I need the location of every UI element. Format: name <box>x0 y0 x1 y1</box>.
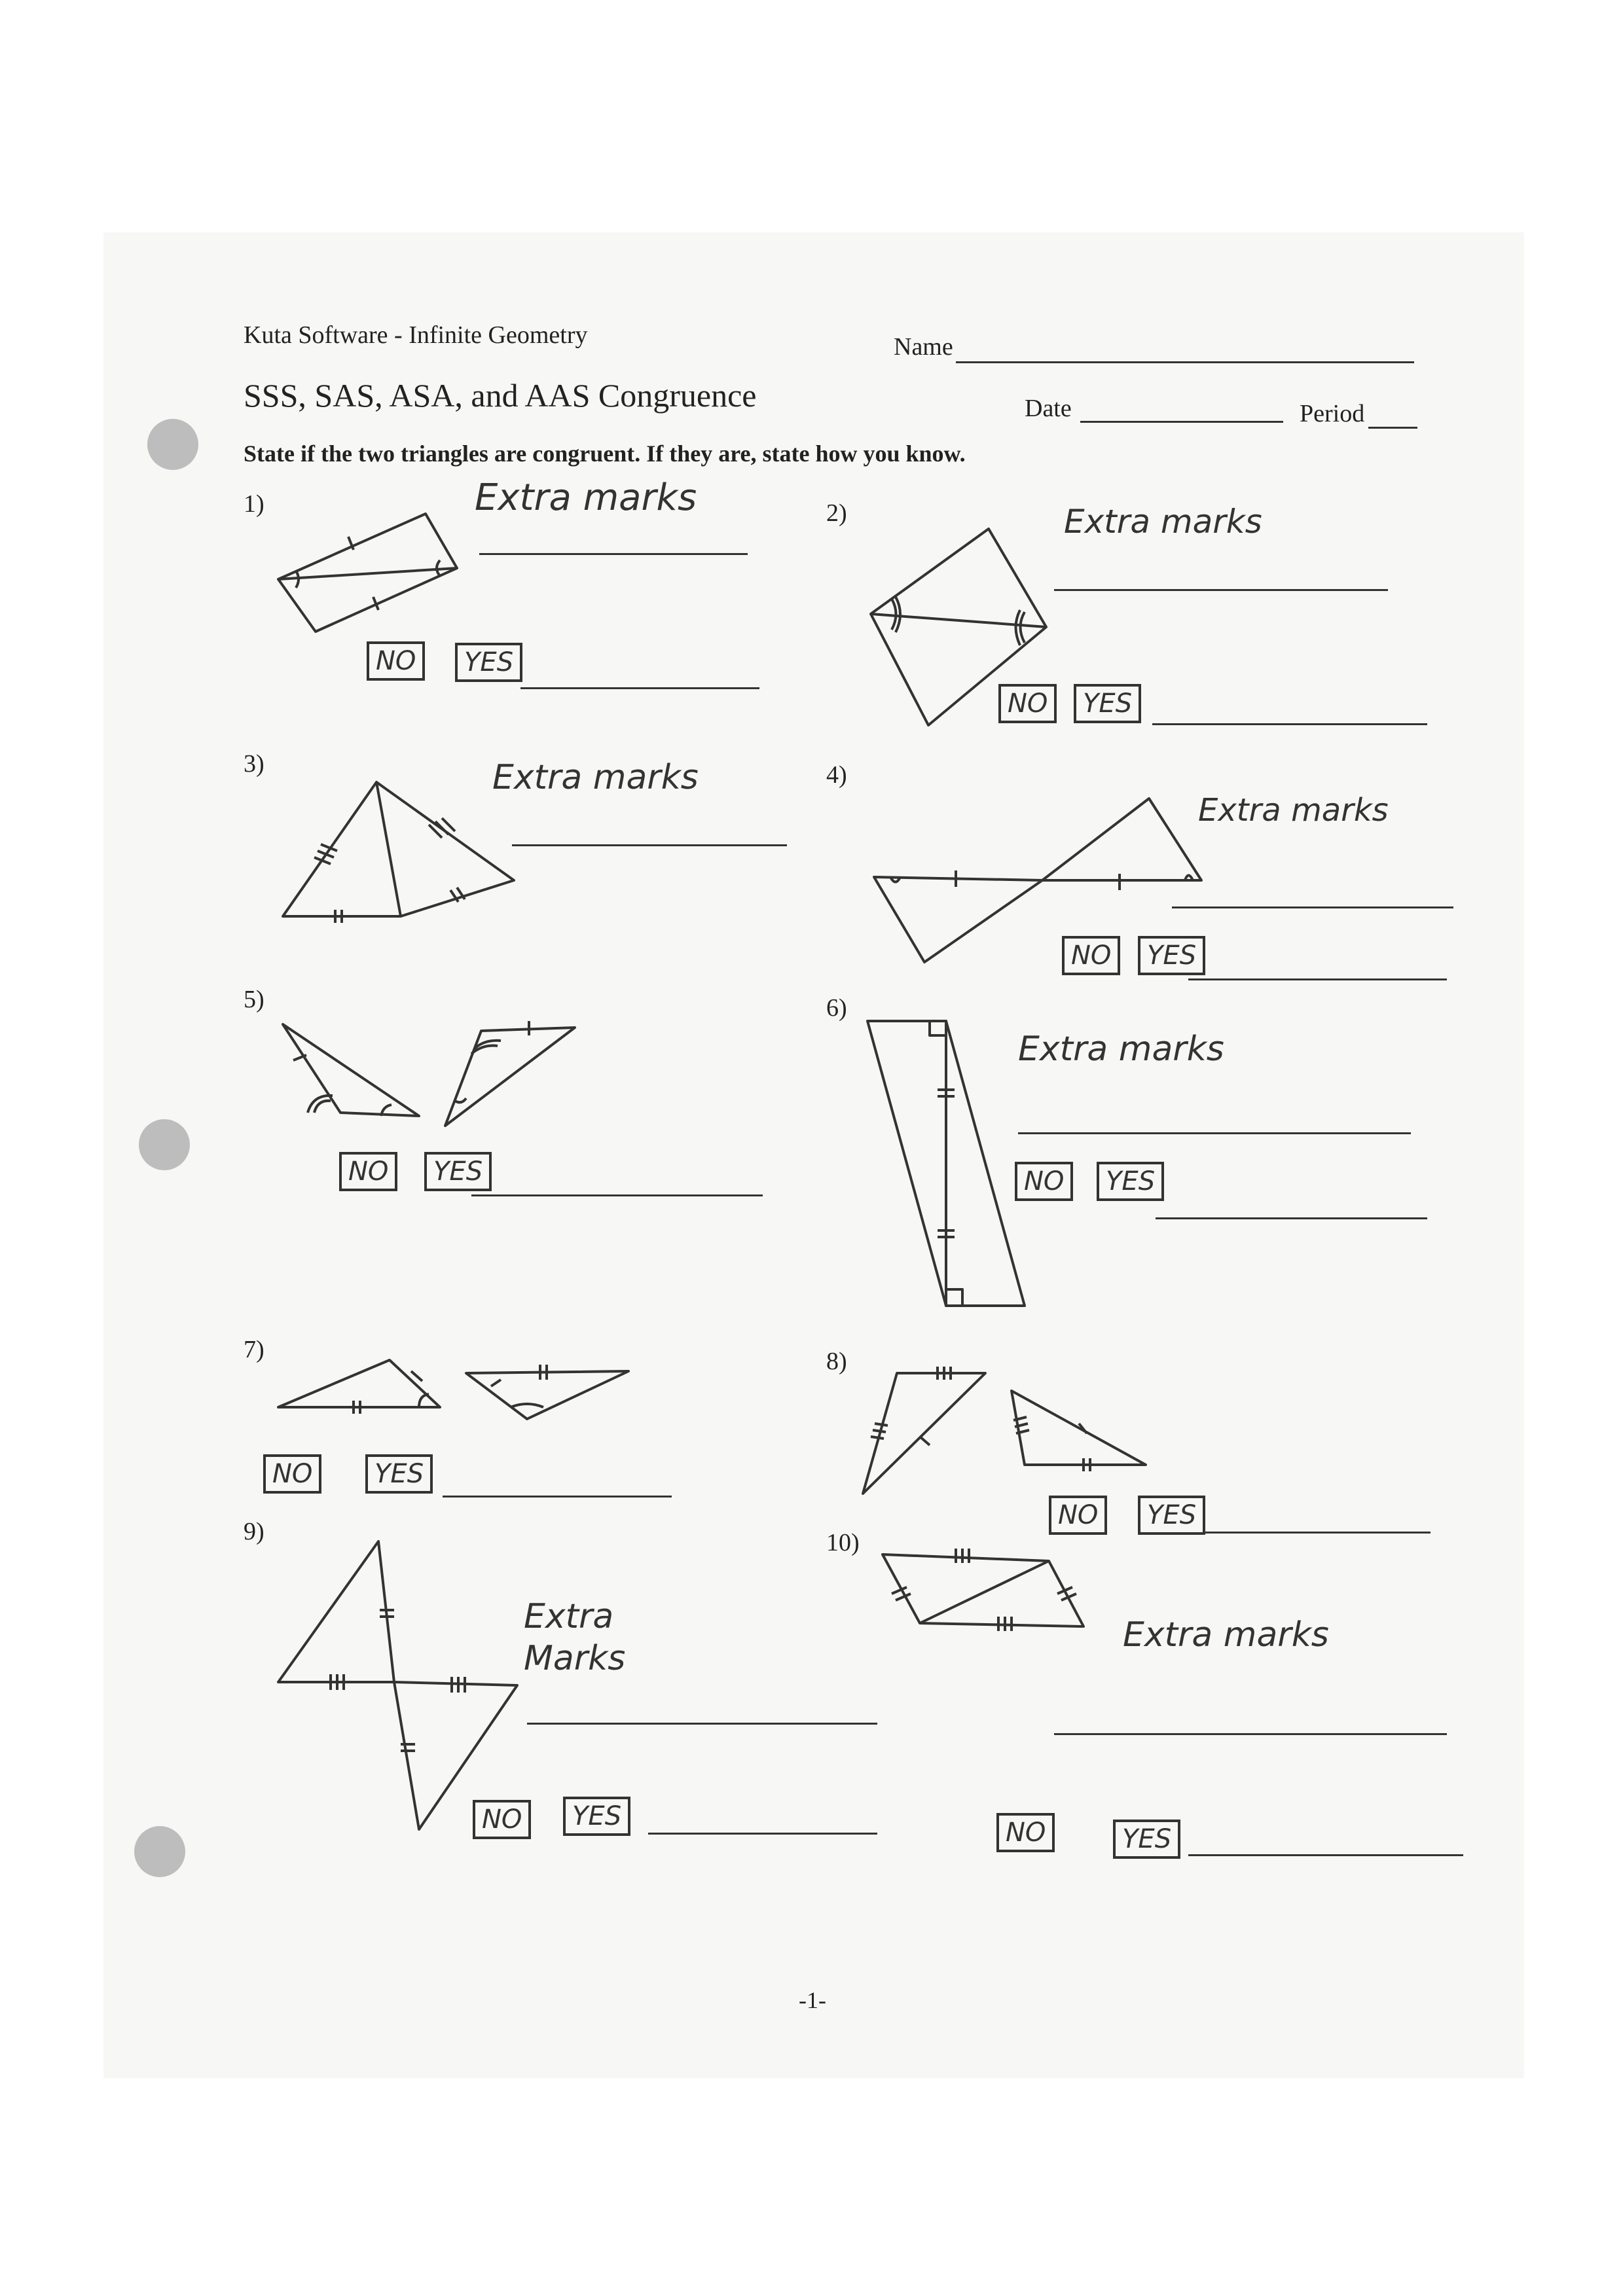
handwritten-note: Extra Marks <box>524 1597 626 1678</box>
problem-number: 1) <box>244 490 264 518</box>
problem-number: 8) <box>826 1348 847 1375</box>
handwritten-note: Extra marks <box>475 476 697 519</box>
figure-2 <box>871 529 1046 725</box>
yes-box[interactable]: YES <box>365 1454 433 1494</box>
yes-box[interactable]: YES <box>563 1797 630 1836</box>
no-box[interactable]: NO <box>1062 936 1120 975</box>
figure-10 <box>883 1549 1084 1631</box>
no-box[interactable]: NO <box>1049 1496 1107 1535</box>
no-box[interactable]: NO <box>996 1813 1055 1852</box>
instructions: State if the two triangles are congruent. If they are, state how you know. <box>244 440 966 467</box>
no-box[interactable]: NO <box>1015 1162 1073 1201</box>
figure-1 <box>278 514 457 632</box>
yes-box[interactable]: YES <box>1138 1496 1205 1535</box>
date-label: Date <box>1025 395 1072 422</box>
yes-box[interactable]: YES <box>1138 936 1205 975</box>
figure-4 <box>874 798 1201 962</box>
handwritten-note: Extra marks <box>1064 503 1262 541</box>
no-box[interactable]: NO <box>263 1454 321 1494</box>
yes-box[interactable]: YES <box>424 1152 492 1191</box>
no-box[interactable]: NO <box>367 641 425 681</box>
name-label: Name <box>894 333 953 361</box>
figure-6 <box>867 1021 1025 1306</box>
figure-5 <box>283 1021 575 1126</box>
worksheet-title: SSS, SAS, ASA, and AAS Congruence <box>244 377 757 414</box>
figure-9 <box>278 1541 517 1829</box>
figure-3 <box>283 782 514 923</box>
yes-box[interactable]: YES <box>1097 1162 1164 1201</box>
page-number: -1- <box>799 1987 826 2013</box>
problem-number: 10) <box>826 1529 860 1556</box>
publisher-line: Kuta Software - Infinite Geometry <box>244 321 588 349</box>
problem-number: 9) <box>244 1518 264 1545</box>
yes-box[interactable]: YES <box>1074 684 1141 723</box>
problem-number: 7) <box>244 1336 264 1363</box>
handwritten-note: Extra marks <box>1123 1615 1329 1655</box>
handwritten-note: Extra marks <box>1198 792 1389 829</box>
handwritten-note: Extra marks <box>1018 1030 1224 1069</box>
problem-number: 3) <box>244 750 264 778</box>
figure-8 <box>863 1367 1146 1494</box>
no-box[interactable]: NO <box>339 1152 397 1191</box>
yes-box[interactable]: YES <box>455 643 522 682</box>
problem-number: 2) <box>826 499 847 527</box>
no-box[interactable]: NO <box>998 684 1057 723</box>
handwritten-note: Extra marks <box>492 758 699 797</box>
problem-number: 4) <box>826 761 847 789</box>
problem-number: 6) <box>826 994 847 1022</box>
yes-box[interactable]: YES <box>1113 1820 1180 1859</box>
figure-7 <box>278 1360 629 1419</box>
period-label: Period <box>1300 400 1365 427</box>
problem-number: 5) <box>244 986 264 1013</box>
no-box[interactable]: NO <box>473 1800 531 1839</box>
